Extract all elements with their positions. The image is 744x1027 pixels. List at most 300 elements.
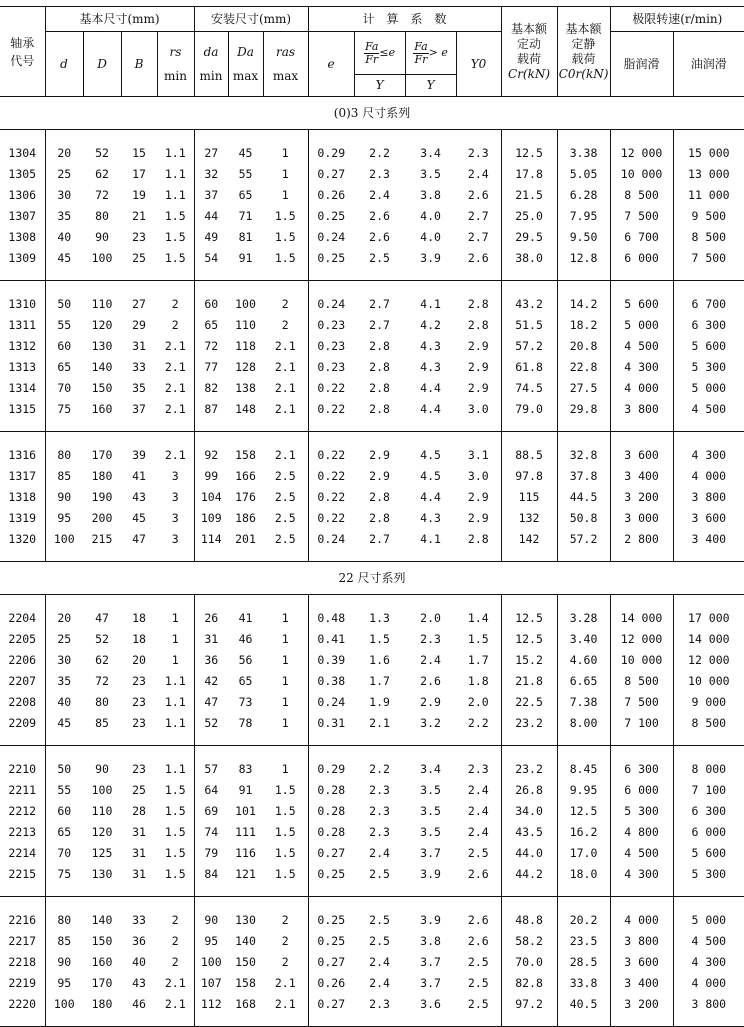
table-cell: 8 500 [610, 184, 673, 205]
table-cell: 23 [132, 694, 146, 709]
table-cell: 49 [204, 229, 219, 244]
table-cell: 0.41 [317, 631, 346, 646]
table-cell: 2.7 [369, 531, 390, 546]
dyn-line2: 定动 [517, 36, 542, 51]
table-cell: 54 [204, 250, 219, 265]
table-cell: 0.24 [317, 296, 346, 311]
col-da-min: min [199, 69, 223, 83]
table-row [0, 712, 744, 733]
table-cell: 1317 [0, 465, 45, 486]
table-cell: 83 [238, 761, 253, 776]
fa-le-sign: ≤e [379, 46, 396, 59]
table-cell: 1 [263, 758, 308, 779]
table-cell: 33.8 [557, 972, 610, 993]
table-cell: 2.1 [157, 972, 194, 993]
table-cell: 0.27 [317, 996, 346, 1011]
table-cell: 0.28 [317, 803, 346, 818]
col-da-sym: da [203, 45, 219, 59]
table-cell: 36 [132, 933, 146, 948]
table-cell: 3.9 [420, 866, 441, 881]
table-cell: 2.8 [456, 528, 501, 549]
table-cell: 69 [204, 803, 219, 818]
table-cell: 33 [132, 912, 146, 927]
table-cell: 18 [132, 610, 146, 625]
table-cell: 47 [204, 694, 219, 709]
table-cell: 1319 [0, 507, 45, 528]
table-cell: 0.26 [317, 187, 346, 202]
table-cell: 2213 [0, 821, 45, 842]
table-cell: 0.27 [317, 954, 346, 969]
table-cell: 1 [263, 628, 308, 649]
table-row [0, 163, 744, 184]
table-cell: 3.4 [420, 761, 441, 776]
table-cell: 95 [57, 975, 72, 990]
table-cell: 6 000 [691, 824, 727, 839]
table-cell: 101 [235, 803, 256, 818]
table-cell: 2.4 [369, 954, 390, 969]
table-cell: 1.5 [263, 800, 308, 821]
table-body [0, 97, 744, 1027]
table-cell: 46 [132, 996, 146, 1011]
table-cell: 2.3 [456, 758, 501, 779]
table-cell: 4.3 [420, 338, 441, 353]
table-cell: 6 700 [691, 296, 727, 311]
table-cell: 2.0 [420, 610, 441, 625]
table-cell: 170 [91, 975, 113, 990]
table-cell: 1307 [0, 205, 45, 226]
table-cell: 14.2 [557, 293, 610, 314]
table-cell: 70 [57, 845, 72, 860]
table-cell: 2.1 [263, 444, 308, 465]
table-cell: 1 [263, 163, 308, 184]
table-cell: 31 [132, 845, 146, 860]
table-cell: 3 [157, 507, 194, 528]
table-cell: 1.1 [157, 163, 194, 184]
col-y-gt [405, 32, 456, 97]
table-cell: 2.7 [369, 296, 390, 311]
col-rs-min: min [164, 69, 187, 83]
table-row [0, 465, 744, 486]
table-cell: 166 [235, 468, 256, 483]
table-cell: 4 000 [610, 377, 673, 398]
table-cell: 74 [204, 824, 219, 839]
table-cell: 1318 [0, 486, 45, 507]
table-cell: 3.7 [420, 845, 441, 860]
stat-line2: 定静 [571, 36, 596, 51]
col-code-label: 轴承代号 [10, 35, 35, 68]
table-cell: 6 000 [610, 247, 673, 268]
stat-line1: 基本额 [565, 21, 602, 36]
col-Da-sym: Da [237, 45, 254, 59]
table-cell: 2.8 [456, 293, 501, 314]
table-cell: 140 [91, 912, 113, 927]
table-cell: 3 800 [610, 398, 673, 419]
col-da [194, 32, 228, 97]
table-cell: 1304 [0, 142, 45, 163]
col-ras-max: max [272, 69, 299, 83]
table-cell: 0.24 [317, 694, 346, 709]
table-cell: 80 [57, 912, 72, 927]
table-cell: 32.8 [557, 444, 610, 465]
table-cell: 21.5 [501, 184, 557, 205]
table-cell: 50.8 [557, 507, 610, 528]
table-cell: 28.5 [557, 951, 610, 972]
table-cell: 55 [57, 782, 72, 797]
table-cell: 3.28 [557, 607, 610, 628]
table-cell: 2 800 [610, 528, 673, 549]
grp-basic-header: 基本尺寸(mm) [45, 7, 194, 32]
table-cell: 31 [132, 338, 146, 353]
table-cell: 2.4 [456, 821, 501, 842]
table-cell: 8 500 [691, 229, 727, 244]
table-cell: 39 [132, 447, 146, 462]
table-cell: 75 [57, 401, 72, 416]
table-cell: 1.5 [263, 226, 308, 247]
table-cell: 100 [200, 954, 222, 969]
table-row [0, 205, 744, 226]
table-cell: 3.5 [420, 782, 441, 797]
table-cell: 31 [132, 866, 146, 881]
table-cell: 5 000 [691, 912, 727, 927]
table-cell: 110 [235, 317, 256, 332]
table-cell: 55 [57, 317, 72, 332]
table-cell: 46 [238, 631, 253, 646]
table-cell: 14 000 [688, 631, 730, 646]
table-row [0, 356, 744, 377]
table-cell: 1.5 [157, 247, 194, 268]
table-cell: 56 [238, 652, 253, 667]
table-cell: 5 300 [691, 359, 727, 374]
table-cell: 1.5 [157, 205, 194, 226]
table-cell: 1 [157, 649, 194, 670]
table-cell: 40 [57, 694, 72, 709]
table-row [0, 779, 744, 800]
table-cell: 168 [235, 996, 256, 1011]
table-cell: 45 [57, 715, 72, 730]
table-cell: 130 [91, 866, 113, 881]
table-cell: 160 [91, 954, 113, 969]
table-cell: 97.8 [501, 465, 557, 486]
table-cell: 4 300 [610, 356, 673, 377]
table-cell: 1315 [0, 398, 45, 419]
table-cell: 1.4 [456, 607, 501, 628]
table-cell: 30 [57, 187, 72, 202]
table-cell: 3.40 [557, 628, 610, 649]
table-header [0, 7, 744, 97]
grp-speed-header: 极限转速(r/min) [610, 7, 744, 32]
table-cell: 72 [204, 338, 219, 353]
table-cell: 1.5 [157, 863, 194, 884]
col-speed-oil: 油润滑 [673, 32, 744, 97]
table-cell: 35 [132, 380, 146, 395]
table-cell: 13 000 [688, 166, 730, 181]
table-cell: 80 [95, 208, 109, 223]
table-cell: 29 [132, 317, 146, 332]
table-cell: 2.6 [456, 930, 501, 951]
table-cell: 4 300 [610, 863, 673, 884]
table-cell: 2.9 [456, 377, 501, 398]
table-cell: 2.6 [369, 229, 390, 244]
table-cell: 109 [200, 510, 222, 525]
table-cell: 65 [57, 824, 72, 839]
table-cell: 2210 [0, 758, 45, 779]
col-D: D [83, 32, 121, 97]
table-cell: 121 [235, 866, 256, 881]
table-cell: 50 [57, 296, 72, 311]
table-cell: 1.1 [157, 670, 194, 691]
table-cell: 18 [132, 631, 146, 646]
table-cell: 57.2 [557, 528, 610, 549]
table-cell: 2209 [0, 712, 45, 733]
table-cell: 3.7 [420, 954, 441, 969]
table-cell: 81 [238, 229, 253, 244]
table-cell: 2.7 [456, 226, 501, 247]
fa-fr-fraction-1: $\frac{Fa}{Fr}$ [364, 39, 379, 66]
group-spacer [0, 746, 744, 759]
table-cell: 20 [57, 610, 72, 625]
table-cell: 25 [57, 631, 72, 646]
table-cell: 45 [132, 510, 146, 525]
table-cell: 2.1 [263, 993, 308, 1014]
table-cell: 27 [132, 296, 146, 311]
table-cell: 50 [57, 761, 72, 776]
table-cell: 2.4 [420, 652, 441, 667]
table-cell: 118 [235, 338, 256, 353]
table-cell: 15.2 [501, 649, 557, 670]
col-B: B [121, 32, 157, 97]
table-cell: 72 [95, 673, 109, 688]
table-cell: 3 600 [691, 510, 727, 525]
table-cell: 34.0 [501, 800, 557, 821]
table-cell: 3.5 [420, 824, 441, 839]
table-cell: 4 500 [691, 401, 727, 416]
table-cell: 1.5 [157, 842, 194, 863]
table-cell: 5.05 [557, 163, 610, 184]
table-cell: 1 [263, 607, 308, 628]
table-cell: 2.4 [369, 975, 390, 990]
table-cell: 43.2 [501, 293, 557, 314]
table-cell: 37.8 [557, 465, 610, 486]
table-cell: 1.6 [369, 652, 390, 667]
table-row [0, 444, 744, 465]
table-row [0, 293, 744, 314]
table-cell: 57.2 [501, 335, 557, 356]
table-cell: 80 [95, 694, 109, 709]
table-cell: 9.95 [557, 779, 610, 800]
table-cell: 31 [132, 824, 146, 839]
table-cell: 1316 [0, 444, 45, 465]
table-cell: 2.8 [456, 314, 501, 335]
table-cell: 2.8 [369, 401, 390, 416]
table-cell: 0.22 [317, 401, 346, 416]
table-cell: 22.5 [501, 691, 557, 712]
table-cell: 2.3 [420, 631, 441, 646]
table-cell: 158 [235, 447, 256, 462]
table-cell: 1.5 [263, 779, 308, 800]
table-cell: 3.1 [456, 444, 501, 465]
table-cell: 4 500 [610, 842, 673, 863]
table-cell: 57 [204, 761, 219, 776]
table-cell: 3 200 [610, 486, 673, 507]
table-cell: 1.5 [157, 821, 194, 842]
table-cell: 21 [132, 208, 146, 223]
table-cell: 60 [204, 296, 219, 311]
table-cell: 12.5 [501, 607, 557, 628]
col-Da-max: max [232, 69, 259, 83]
table-cell: 1.1 [157, 758, 194, 779]
table-cell: 4 000 [610, 909, 673, 930]
table-cell: 40 [57, 229, 72, 244]
col-y-le [354, 32, 405, 97]
table-cell: 130 [91, 338, 113, 353]
table-cell: 8.00 [557, 712, 610, 733]
table-cell: 3 [157, 528, 194, 549]
table-cell: 4.1 [420, 296, 441, 311]
table-cell: 2.1 [157, 444, 194, 465]
table-cell: 2.5 [369, 250, 390, 265]
table-cell: 1.5 [157, 779, 194, 800]
table-cell: 20.8 [557, 335, 610, 356]
table-row [0, 486, 744, 507]
table-cell: 47 [132, 531, 146, 546]
table-cell: 65 [57, 359, 72, 374]
table-row [0, 670, 744, 691]
table-cell: 2.3 [369, 996, 390, 1011]
table-cell: 114 [200, 531, 222, 546]
group-end-spacer [0, 419, 744, 432]
table-cell: 170 [91, 447, 113, 462]
table-cell: 2.9 [420, 694, 441, 709]
table-cell: 10 000 [610, 649, 673, 670]
table-cell: 85 [95, 715, 109, 730]
table-cell: 41 [132, 468, 146, 483]
table-cell: 1320 [0, 528, 45, 549]
table-cell: 6 300 [610, 758, 673, 779]
group-end-spacer [0, 268, 744, 281]
table-cell: 1.5 [263, 205, 308, 226]
table-cell: 2.4 [456, 163, 501, 184]
table-cell: 0.22 [317, 489, 346, 504]
table-cell: 115 [501, 486, 557, 507]
table-cell: 180 [91, 468, 113, 483]
table-cell: 2.5 [263, 486, 308, 507]
table-cell: 77 [204, 359, 219, 374]
table-cell: 36 [204, 652, 219, 667]
table-cell: 6.65 [557, 670, 610, 691]
table-cell: 3.0 [456, 398, 501, 419]
table-row [0, 247, 744, 268]
table-cell: 150 [235, 954, 256, 969]
table-cell: 1.5 [263, 247, 308, 268]
table-row [0, 993, 744, 1014]
table-cell: 2.2 [369, 145, 390, 160]
group-spacer [0, 432, 744, 445]
table-cell: 1 [263, 142, 308, 163]
table-cell: 2.4 [456, 779, 501, 800]
table-cell: 0.22 [317, 380, 346, 395]
table-cell: 150 [91, 380, 113, 395]
table-cell: 2215 [0, 863, 45, 884]
table-cell: 0.26 [317, 975, 346, 990]
table-cell: 1.7 [369, 673, 390, 688]
table-cell: 1.5 [157, 226, 194, 247]
table-cell: 18.0 [557, 863, 610, 884]
dyn-line4: Cr(kN) [508, 66, 551, 81]
table-cell: 2212 [0, 800, 45, 821]
table-cell: 31 [204, 631, 219, 646]
table-cell: 2.5 [369, 933, 390, 948]
table-cell: 2207 [0, 670, 45, 691]
table-cell: 1305 [0, 163, 45, 184]
table-cell: 7 500 [610, 205, 673, 226]
table-cell: 5 600 [691, 845, 727, 860]
table-cell: 4.4 [420, 380, 441, 395]
table-cell: 2.1 [263, 377, 308, 398]
table-cell: 12.5 [557, 800, 610, 821]
table-cell: 51.5 [501, 314, 557, 335]
table-cell: 3 000 [610, 507, 673, 528]
group-spacer [0, 281, 744, 294]
table-cell: 100 [235, 296, 256, 311]
table-cell: 100 [91, 250, 113, 265]
table-cell: 2 [157, 909, 194, 930]
table-cell: 130 [235, 912, 256, 927]
table-cell: 5 000 [610, 314, 673, 335]
table-cell: 4.3 [420, 359, 441, 374]
table-cell: 2.5 [456, 842, 501, 863]
table-cell: 110 [91, 296, 113, 311]
dyn-line3: 载荷 [517, 51, 542, 66]
table-cell: 2.3 [369, 803, 390, 818]
table-cell: 0.25 [317, 250, 346, 265]
table-row [0, 800, 744, 821]
table-cell: 70 [57, 380, 72, 395]
table-cell: 0.28 [317, 782, 346, 797]
table-cell: 70.0 [501, 951, 557, 972]
table-cell: 1.1 [157, 712, 194, 733]
table-cell: 3 400 [691, 531, 727, 546]
table-cell: 25 [132, 782, 146, 797]
table-cell: 91 [238, 250, 253, 265]
table-cell: 88.5 [501, 444, 557, 465]
table-cell: 75 [57, 866, 72, 881]
table-cell: 12.5 [501, 628, 557, 649]
table-cell: 33 [132, 359, 146, 374]
table-cell: 215 [91, 531, 113, 546]
col-rs [157, 32, 194, 97]
table-cell: 120 [91, 317, 113, 332]
table-cell: 12 000 [610, 142, 673, 163]
table-cell: 4.0 [420, 208, 441, 223]
table-cell: 30 [57, 652, 72, 667]
table-cell: 1 [157, 607, 194, 628]
table-cell: 92 [204, 447, 219, 462]
table-cell: 62 [95, 166, 109, 181]
table-cell: 26 [204, 610, 219, 625]
table-cell: 71 [238, 208, 253, 223]
table-cell: 2.5 [263, 528, 308, 549]
table-cell: 142 [501, 528, 557, 549]
table-cell: 2208 [0, 691, 45, 712]
table-cell: 29.8 [557, 398, 610, 419]
table-row [0, 142, 744, 163]
table-cell: 8 500 [691, 715, 727, 730]
table-cell: 2.6 [420, 673, 441, 688]
table-cell: 2220 [0, 993, 45, 1014]
table-cell: 116 [235, 845, 256, 860]
table-cell: 27.5 [557, 377, 610, 398]
table-cell: 140 [235, 933, 256, 948]
